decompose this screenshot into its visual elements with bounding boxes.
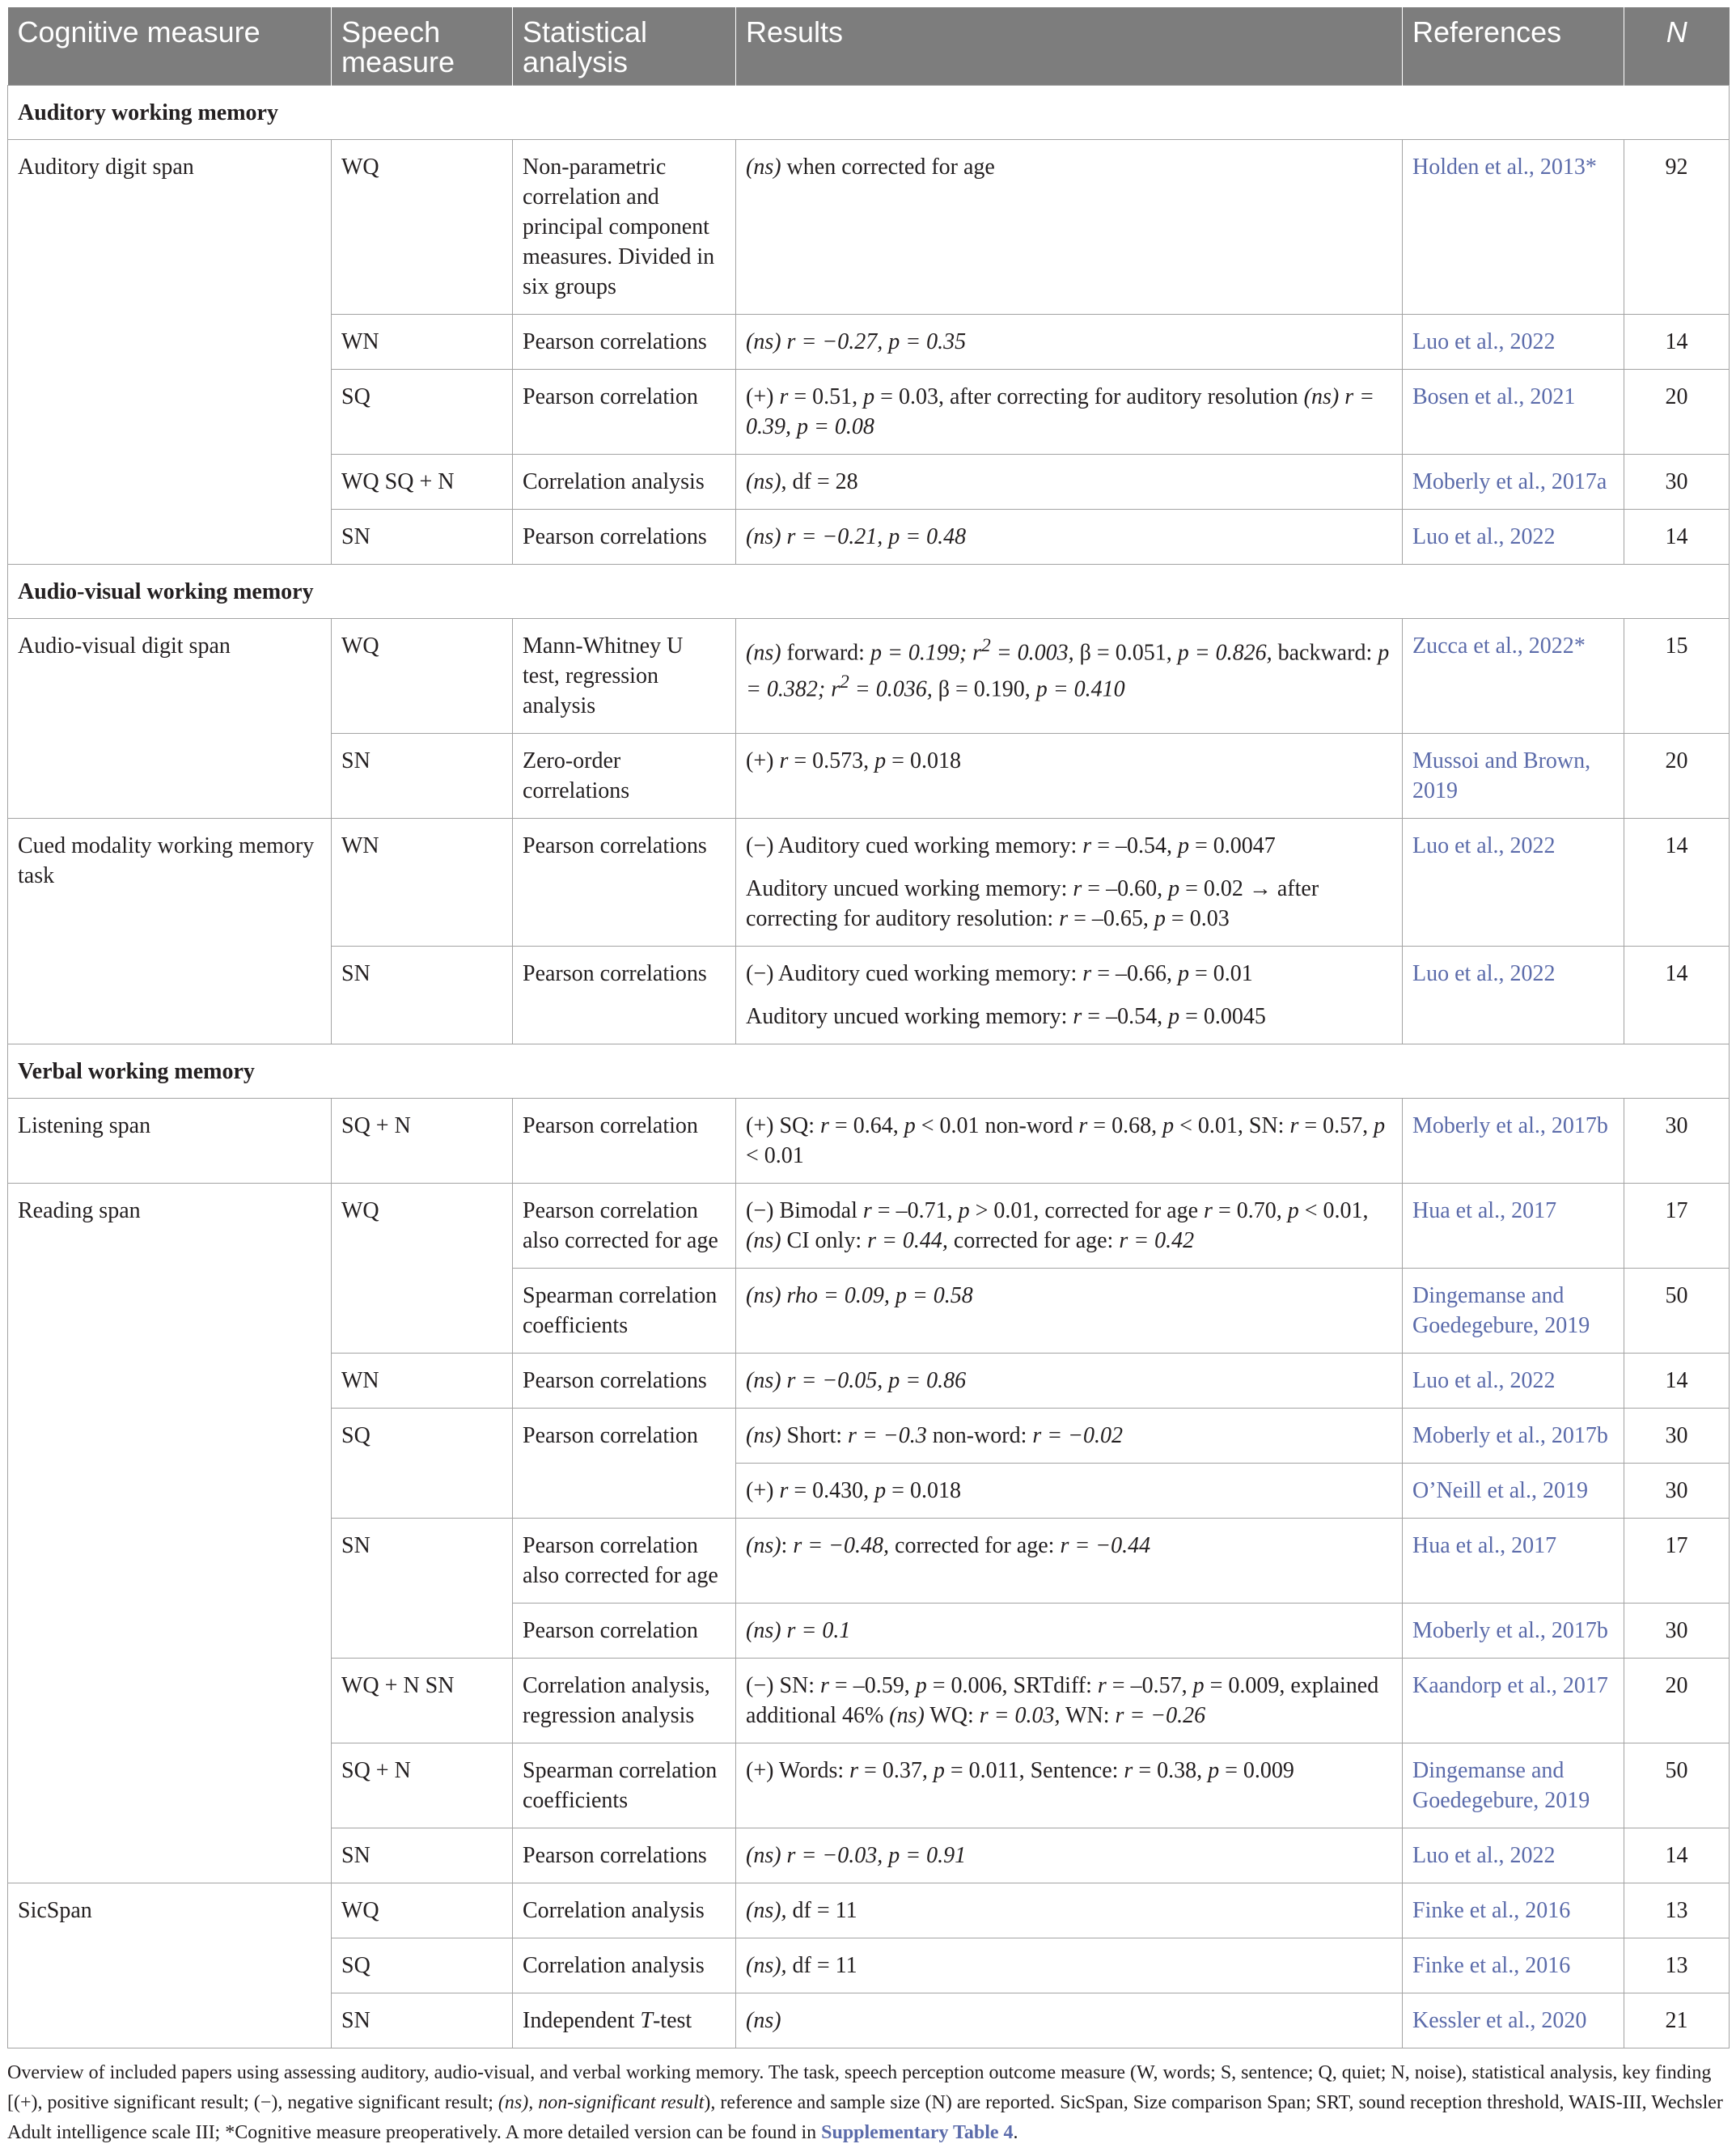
cognitive-measure-cell: Reading span bbox=[8, 1184, 332, 1883]
reference-link[interactable]: Dingemanse and Goedegebure, 2019 bbox=[1403, 1743, 1624, 1828]
sample-size-cell: 20 bbox=[1624, 1659, 1730, 1743]
sample-size-cell: 20 bbox=[1624, 370, 1730, 455]
results-cell: (+) r = 0.573, p = 0.018 bbox=[736, 734, 1403, 819]
results-cell: (ns) Short: r = −0.3 non-word: r = −0.02 bbox=[736, 1409, 1403, 1464]
reference-link[interactable]: Dingemanse and Goedegebure, 2019 bbox=[1403, 1269, 1624, 1354]
sample-size-cell: 14 bbox=[1624, 1828, 1730, 1883]
statistical-analysis-cell: Non-parametric correlation and principal component measures. Divided in six groups bbox=[513, 140, 736, 315]
speech-measure-cell: WQ bbox=[332, 1184, 513, 1354]
header-cognitive-measure: Cognitive measure bbox=[8, 7, 332, 86]
speech-measure-cell: WQ bbox=[332, 619, 513, 734]
header-speech-measure: Speech measure bbox=[332, 7, 513, 86]
section-title-auditory: Auditory working memory bbox=[8, 86, 1730, 140]
reference-link[interactable]: O’Neill et al., 2019 bbox=[1403, 1464, 1624, 1519]
reference-link[interactable]: Kessler et al., 2020 bbox=[1403, 1993, 1624, 2048]
header-references: References bbox=[1403, 7, 1624, 86]
speech-measure-cell: SN bbox=[332, 510, 513, 565]
results-cell: (ns) forward: p = 0.199; $r^2 = 0.003$, β = 0.051, p = 0.826, backward: p = 0.382; $r^2 = 0.036$, β = 0.190, p = 0.410 bbox=[736, 619, 1403, 734]
header-n: N bbox=[1624, 7, 1730, 86]
statistical-analysis-cell: Zero-order correlations bbox=[513, 734, 736, 819]
reference-link[interactable]: Bosen et al., 2021 bbox=[1403, 370, 1624, 455]
speech-measure-cell: SQ + N bbox=[332, 1743, 513, 1828]
reference-link[interactable]: Luo et al., 2022 bbox=[1403, 947, 1624, 1044]
table-caption: Overview of included papers using assessing auditory, audio-visual, and verbal working memory. The task, speech perception outcome measure (W, words; S, sentence; Q, quiet; N, noise), statistical analysis, key finding [(+), positive significant result; (−), negative significant result; (ns), non-significant result), reference and sample size (N) are reported. SicSpan, Size comparison Span; SRT, sound reception threshold, WAIS-III, Wechsler Adult intelligence scale III; *Cognitive measure preoperatively. A more detailed version can be found in Supplementary Table 4. bbox=[7, 2062, 1723, 2143]
statistical-analysis-cell: Mann-Whitney U test, regression analysis bbox=[513, 619, 736, 734]
header-statistical-analysis: Statistical analysis bbox=[513, 7, 736, 86]
results-cell: (ns), df = 28 bbox=[736, 455, 1403, 510]
statistical-analysis-cell: Pearson correlation bbox=[513, 1604, 736, 1659]
reference-link[interactable]: Luo et al., 2022 bbox=[1403, 1354, 1624, 1409]
speech-measure-cell: SN bbox=[332, 1828, 513, 1883]
table-row bbox=[8, 140, 1730, 315]
reference-link[interactable]: Finke et al., 2016 bbox=[1403, 1938, 1624, 1993]
table-row bbox=[8, 619, 1730, 734]
table-row bbox=[8, 1184, 1730, 1269]
header-row bbox=[8, 7, 1730, 86]
reference-link[interactable]: Moberly et al., 2017b bbox=[1403, 1409, 1624, 1464]
speech-measure-cell: WQ SQ + N bbox=[332, 455, 513, 510]
results-cell: (+) SQ: r = 0.64, p < 0.01 non-word r = 0.68, p < 0.01, SN: r = 0.57, p < 0.01 bbox=[736, 1099, 1403, 1184]
results-cell: (ns) r = 0.1 bbox=[736, 1604, 1403, 1659]
sample-size-cell: 50 bbox=[1624, 1743, 1730, 1828]
statistical-analysis-cell: Correlation analysis bbox=[513, 455, 736, 510]
reference-link[interactable]: Moberly et al., 2017a bbox=[1403, 455, 1624, 510]
reference-link[interactable]: Moberly et al., 2017b bbox=[1403, 1099, 1624, 1184]
reference-link[interactable]: Moberly et al., 2017b bbox=[1403, 1604, 1624, 1659]
speech-measure-cell: WQ + N SN bbox=[332, 1659, 513, 1743]
speech-measure-cell: SN bbox=[332, 1519, 513, 1659]
statistical-analysis-cell: Pearson correlations bbox=[513, 1828, 736, 1883]
statistical-analysis-cell: Pearson correlations bbox=[513, 315, 736, 370]
reference-link[interactable]: Finke et al., 2016 bbox=[1403, 1883, 1624, 1938]
speech-measure-cell: WQ bbox=[332, 1883, 513, 1938]
cognitive-measure-cell: SicSpan bbox=[8, 1883, 332, 2048]
speech-measure-cell: SN bbox=[332, 734, 513, 819]
sample-size-cell: 21 bbox=[1624, 1993, 1730, 2048]
header-results: Results bbox=[736, 7, 1403, 86]
results-cell: (ns), df = 11 bbox=[736, 1883, 1403, 1938]
results-cell: (ns), df = 11 bbox=[736, 1938, 1403, 1993]
speech-measure-cell: SN bbox=[332, 947, 513, 1044]
results-cell: (−) Bimodal r = –0.71, p > 0.01, corrected for age r = 0.70, p < 0.01, (ns) CI only: r = 0.44, corrected for age: r = 0.42 bbox=[736, 1184, 1403, 1269]
results-cell: (+) Words: r = 0.37, p = 0.011, Sentence: r = 0.38, p = 0.009 bbox=[736, 1743, 1403, 1828]
reference-link[interactable]: Luo et al., 2022 bbox=[1403, 510, 1624, 565]
statistical-analysis-cell: Pearson correlation bbox=[513, 370, 736, 455]
table-container bbox=[7, 7, 1729, 2148]
speech-measure-cell: WN bbox=[332, 819, 513, 947]
statistical-analysis-cell: Correlation analysis bbox=[513, 1883, 736, 1938]
statistical-analysis-cell: Pearson correlation bbox=[513, 1099, 736, 1184]
section-row bbox=[8, 565, 1730, 619]
speech-measure-cell: SQ bbox=[332, 1938, 513, 1993]
results-cell: (ns) bbox=[736, 1993, 1403, 2048]
results-cell: (−) Auditory cued working memory: r = –0.66, p = 0.01 Auditory uncued working memory: r = –0.54, p = 0.0045 bbox=[736, 947, 1403, 1044]
sample-size-cell: 14 bbox=[1624, 947, 1730, 1044]
statistical-analysis-cell: Pearson correlations bbox=[513, 1354, 736, 1409]
statistical-analysis-cell: Pearson correlation also corrected for age bbox=[513, 1184, 736, 1269]
sample-size-cell: 17 bbox=[1624, 1184, 1730, 1269]
statistical-analysis-cell: Pearson correlations bbox=[513, 819, 736, 947]
statistical-analysis-cell: Pearson correlation bbox=[513, 1409, 736, 1519]
sample-size-cell: 30 bbox=[1624, 1464, 1730, 1519]
speech-measure-cell: SQ + N bbox=[332, 1099, 513, 1184]
sample-size-cell: 13 bbox=[1624, 1938, 1730, 1993]
table-row bbox=[8, 1099, 1730, 1184]
reference-link[interactable]: Hua et al., 2017 bbox=[1403, 1184, 1624, 1269]
sample-size-cell: 30 bbox=[1624, 455, 1730, 510]
sample-size-cell: 30 bbox=[1624, 1099, 1730, 1184]
sample-size-cell: 14 bbox=[1624, 510, 1730, 565]
section-row bbox=[8, 1044, 1730, 1099]
results-cell: (ns) r = −0.27, p = 0.35 bbox=[736, 315, 1403, 370]
statistical-analysis-cell: Independent T-test bbox=[513, 1993, 736, 2048]
table-row bbox=[8, 819, 1730, 947]
reference-link[interactable]: Mussoi and Brown, 2019 bbox=[1403, 734, 1624, 819]
statistical-analysis-cell: Spearman correlation coefficients bbox=[513, 1743, 736, 1828]
results-cell: (ns) rho = 0.09, p = 0.58 bbox=[736, 1269, 1403, 1354]
sample-size-cell: 14 bbox=[1624, 315, 1730, 370]
sample-size-cell: 50 bbox=[1624, 1269, 1730, 1354]
sample-size-cell: 13 bbox=[1624, 1883, 1730, 1938]
statistical-analysis-cell: Spearman correlation coefficients bbox=[513, 1269, 736, 1354]
results-cell: (+) r = 0.430, p = 0.018 bbox=[736, 1464, 1403, 1519]
section-title-verbal: Verbal working memory bbox=[8, 1044, 1730, 1099]
reference-link[interactable]: Hua et al., 2017 bbox=[1403, 1519, 1624, 1604]
supplementary-table-link[interactable]: Supplementary Table 4 bbox=[821, 2122, 1014, 2143]
cognitive-measure-cell: Cued modality working memory task bbox=[8, 819, 332, 1044]
results-cell: (ns) when corrected for age bbox=[736, 140, 1403, 315]
sample-size-cell: 15 bbox=[1624, 619, 1730, 734]
statistical-analysis-cell: Pearson correlations bbox=[513, 510, 736, 565]
speech-measure-cell: WQ bbox=[332, 140, 513, 315]
reference-link[interactable]: Holden et al., 2013* bbox=[1403, 140, 1624, 315]
speech-measure-cell: SN bbox=[332, 1993, 513, 2048]
results-cell: (ns): r = −0.48, corrected for age: r = −0.44 bbox=[736, 1519, 1403, 1604]
speech-measure-cell: SQ bbox=[332, 1409, 513, 1519]
results-cell: (−) SN: r = –0.59, p = 0.006, SRTdiff: r = –0.57, p = 0.009, explained additional 46% (ns) WQ: r = 0.03, WN: r = −0.26 bbox=[736, 1659, 1403, 1743]
cognitive-measure-cell: Audio-visual digit span bbox=[8, 619, 332, 819]
table-row bbox=[8, 1883, 1730, 1938]
reference-link[interactable]: Luo et al., 2022 bbox=[1403, 1828, 1624, 1883]
speech-measure-cell: WN bbox=[332, 315, 513, 370]
speech-measure-cell: WN bbox=[332, 1354, 513, 1409]
reference-link[interactable]: Luo et al., 2022 bbox=[1403, 819, 1624, 947]
statistical-analysis-cell: Pearson correlation also corrected for age bbox=[513, 1519, 736, 1604]
cognitive-measure-cell: Auditory digit span bbox=[8, 140, 332, 565]
reference-link[interactable]: Zucca et al., 2022* bbox=[1403, 619, 1624, 734]
statistical-analysis-cell: Correlation analysis, regression analysis bbox=[513, 1659, 736, 1743]
statistical-analysis-cell: Correlation analysis bbox=[513, 1938, 736, 1993]
results-cell: (ns) r = −0.03, p = 0.91 bbox=[736, 1828, 1403, 1883]
reference-link[interactable]: Kaandorp et al., 2017 bbox=[1403, 1659, 1624, 1743]
reference-link[interactable]: Luo et al., 2022 bbox=[1403, 315, 1624, 370]
results-cell: (ns) r = −0.21, p = 0.48 bbox=[736, 510, 1403, 565]
section-row bbox=[8, 86, 1730, 140]
results-cell: (+) r = 0.51, p = 0.03, after correcting for auditory resolution (ns) r = 0.39, p = 0.08 bbox=[736, 370, 1403, 455]
section-title-audiovisual: Audio-visual working memory bbox=[8, 565, 1730, 619]
sample-size-cell: 14 bbox=[1624, 819, 1730, 947]
sample-size-cell: 17 bbox=[1624, 1519, 1730, 1604]
speech-measure-cell: SQ bbox=[332, 370, 513, 455]
sample-size-cell: 30 bbox=[1624, 1409, 1730, 1464]
results-cell: (−) Auditory cued working memory: r = –0.54, p = 0.0047 Auditory uncued working memory: r = –0.60, p = 0.02 → after correcting for auditory resolution: r = –0.65, p = 0.03 bbox=[736, 819, 1403, 947]
statistical-analysis-cell: Pearson correlations bbox=[513, 947, 736, 1044]
sample-size-cell: 30 bbox=[1624, 1604, 1730, 1659]
results-cell: (ns) r = −0.05, p = 0.86 bbox=[736, 1354, 1403, 1409]
sample-size-cell: 92 bbox=[1624, 140, 1730, 315]
cognitive-measure-cell: Listening span bbox=[8, 1099, 332, 1184]
working-memory-table bbox=[7, 7, 1730, 2048]
sample-size-cell: 14 bbox=[1624, 1354, 1730, 1409]
sample-size-cell: 20 bbox=[1624, 734, 1730, 819]
